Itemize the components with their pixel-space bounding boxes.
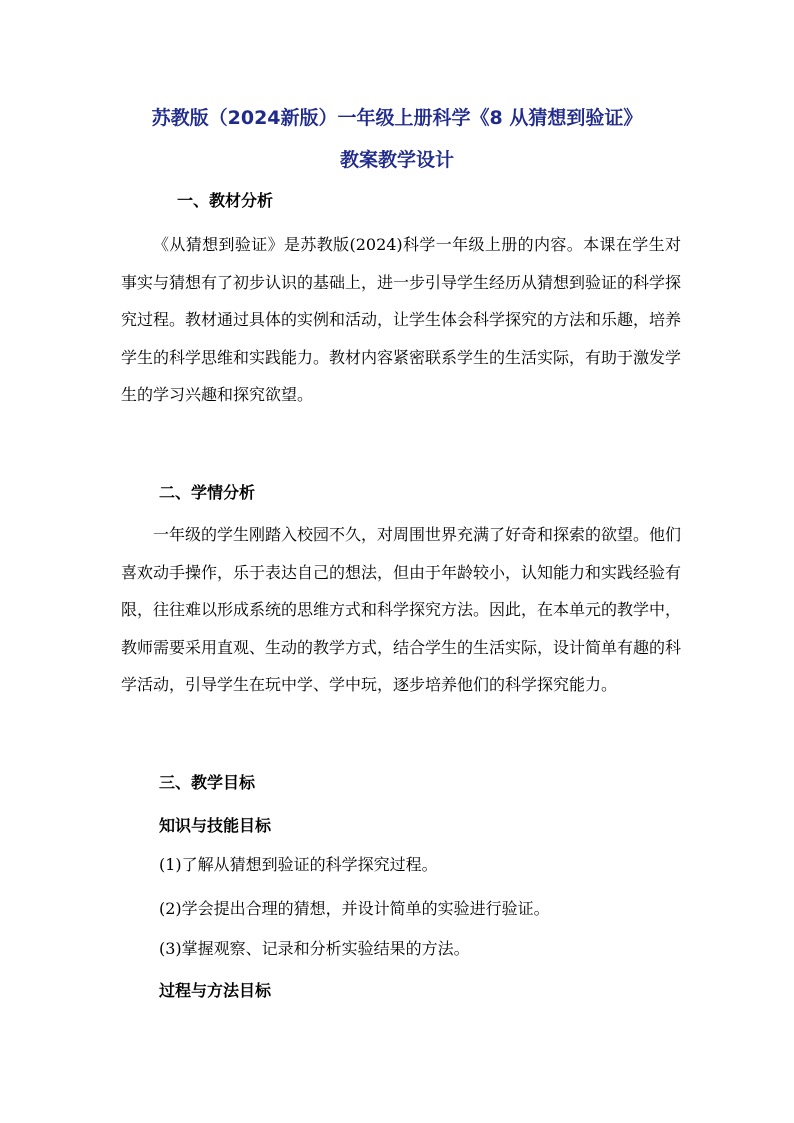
section-heading-teaching-goals: 三、教学目标 bbox=[159, 773, 256, 792]
goal-item-3: (3)掌握观察、记录和分析实验结果的方法。 bbox=[159, 939, 470, 958]
paragraph-learner-analysis: 一年级的学生刚踏入校园不久，对周围世界充满了好奇和探索的欲望。他们喜欢动手操作，乐于表达自己的想法，但由于年龄较小，认知能力和实践经验有限，往往难以形成系统的思维方式和科学探究方法。因此，在本单元的教学中，教师需要采用直观、生动的教学方式，结合学生的生活实际，设计简单有趣的科学活动，引导学生在玩中学、学中玩，逐步培养他们的科学探究能力。 bbox=[121, 525, 682, 694]
section-heading-textbook-analysis: 一、教材分析 bbox=[177, 191, 274, 210]
section-heading-learner-analysis: 二、学情分析 bbox=[159, 483, 256, 502]
subheading-process-methods: 过程与方法目标 bbox=[159, 981, 272, 1000]
document-title-line2: 教案教学设计 bbox=[339, 149, 454, 171]
subheading-knowledge-skills: 知识与技能目标 bbox=[159, 816, 272, 835]
goal-item-2: (2)学会提出合理的猜想，并设计简单的实验进行验证。 bbox=[159, 899, 550, 918]
goal-item-1: (1)了解从猜想到验证的科学探究过程。 bbox=[159, 855, 438, 874]
document-title-line1: 苏教版（2024新版）一年级上册科学《8 从猜想到验证》 bbox=[151, 107, 643, 129]
paragraph-textbook-analysis: 《从猜想到验证》是苏教版(2024)科学一年级上册的内容。本课在学生对事实与猜想有了初步认识的基础上，进一步引导学生经历从猜想到验证的科学探究过程。教材通过具体的实例和活动，让学生体会科学探究的方法和乐趣，培养学生的科学思维和实践能力。教材内容紧密联系学生的生活实际，有助于激发学生的学习兴趣和探究欲望。 bbox=[121, 235, 682, 404]
